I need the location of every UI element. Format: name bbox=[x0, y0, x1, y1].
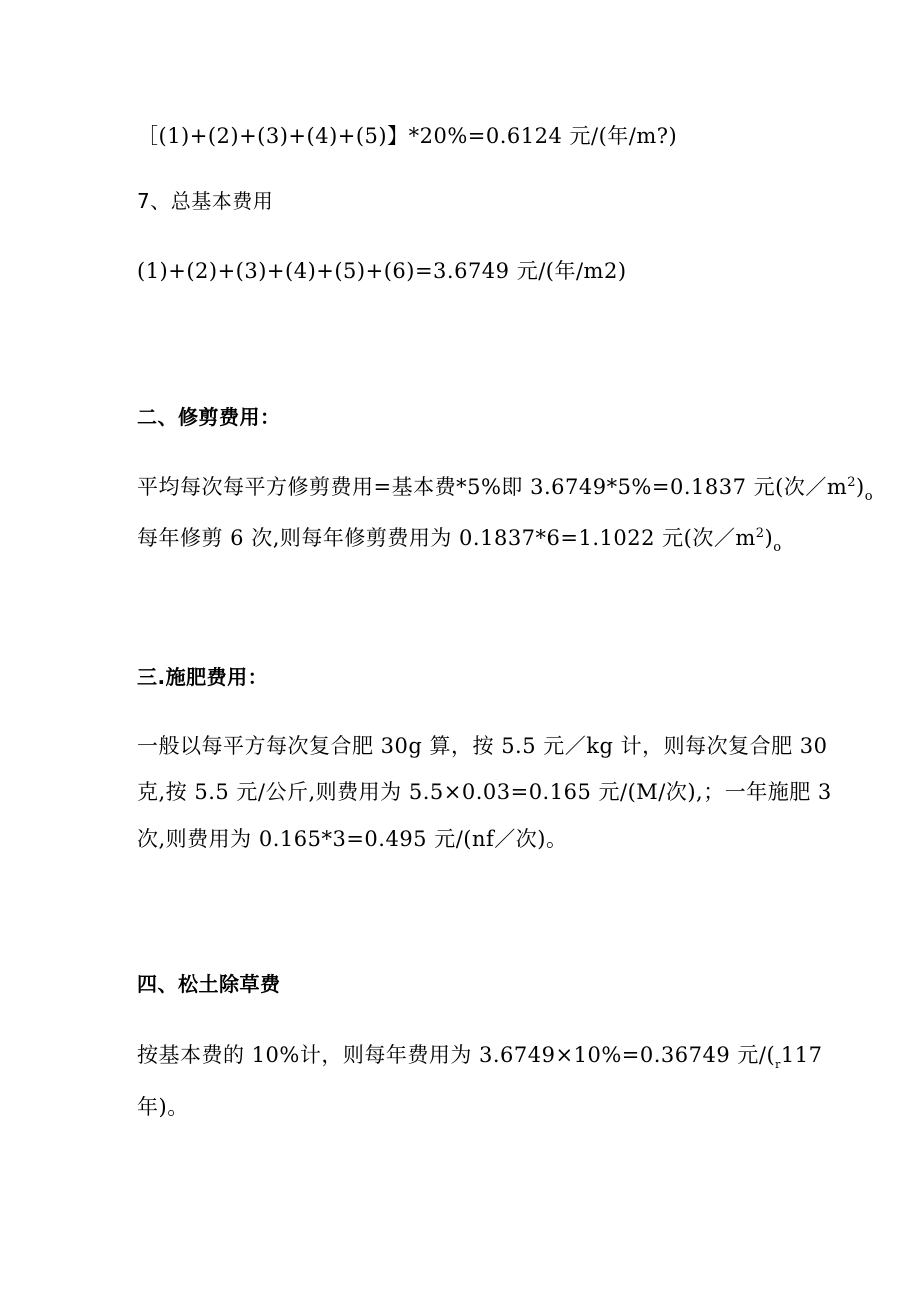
subscript-mark: o bbox=[864, 489, 874, 504]
section-two-line-1 bbox=[137, 468, 873, 512]
section-two-line-1-text: 平均每次每平方修剪费用=基本费*5%即 3.6749*5%=0.1837 元(次／m bbox=[137, 475, 848, 499]
formula-line-item-6: ［(1)+(2)+(3)+(4)+(5)】*20%=0.6124 元/(年/m?) bbox=[137, 124, 678, 148]
subscript-mark: r bbox=[775, 1058, 781, 1071]
section-two-line-2 bbox=[137, 519, 782, 563]
superscript: 2 bbox=[847, 475, 857, 490]
superscript: 2 bbox=[755, 526, 765, 541]
section-four-line-2: 年)。 bbox=[137, 1095, 189, 1119]
closing-paren: ) bbox=[764, 526, 774, 550]
section-three-heading: 三.施肥费用： bbox=[137, 665, 269, 689]
section-three-line-3: 次,则费用为 0.165*3=0.495 元/(nf／次)。 bbox=[137, 827, 568, 851]
section-two-heading: 二、修剪费用： bbox=[137, 405, 281, 429]
section-four-line-1 bbox=[137, 1040, 823, 1080]
section-four-line-1-text: 按基本费的 10%计，则每年费用为 3.6749×10%=0.36749 元/( bbox=[137, 1043, 776, 1067]
closing-paren: ) bbox=[856, 475, 865, 499]
section-four-heading: 四、松土除草费 bbox=[137, 972, 281, 996]
formula-line-item-7: (1)+(2)+(3)+(4)+(5)+(6)=3.6749 元/(年/m2) bbox=[137, 259, 627, 283]
subscript-mark: o bbox=[773, 540, 782, 555]
section-two-line-2-text: 每年修剪 6 次,则每年修剪费用为 0.1837*6=1.1022 元(次／m bbox=[137, 526, 756, 550]
section-three-line-2: 克,按 5.5 元/公斤,则费用为 5.5×0.03=0.165 元/(M/次),；一年施肥 3 bbox=[137, 780, 832, 804]
section-three-line-1: 一般以每平方每次复合肥 30g 算，按 5.5 元／kg 计，则每次复合肥 30 bbox=[137, 734, 828, 758]
section-four-line-1-tail: 117 bbox=[780, 1043, 823, 1067]
item-7-title: 7、总基本费用 bbox=[137, 189, 274, 213]
